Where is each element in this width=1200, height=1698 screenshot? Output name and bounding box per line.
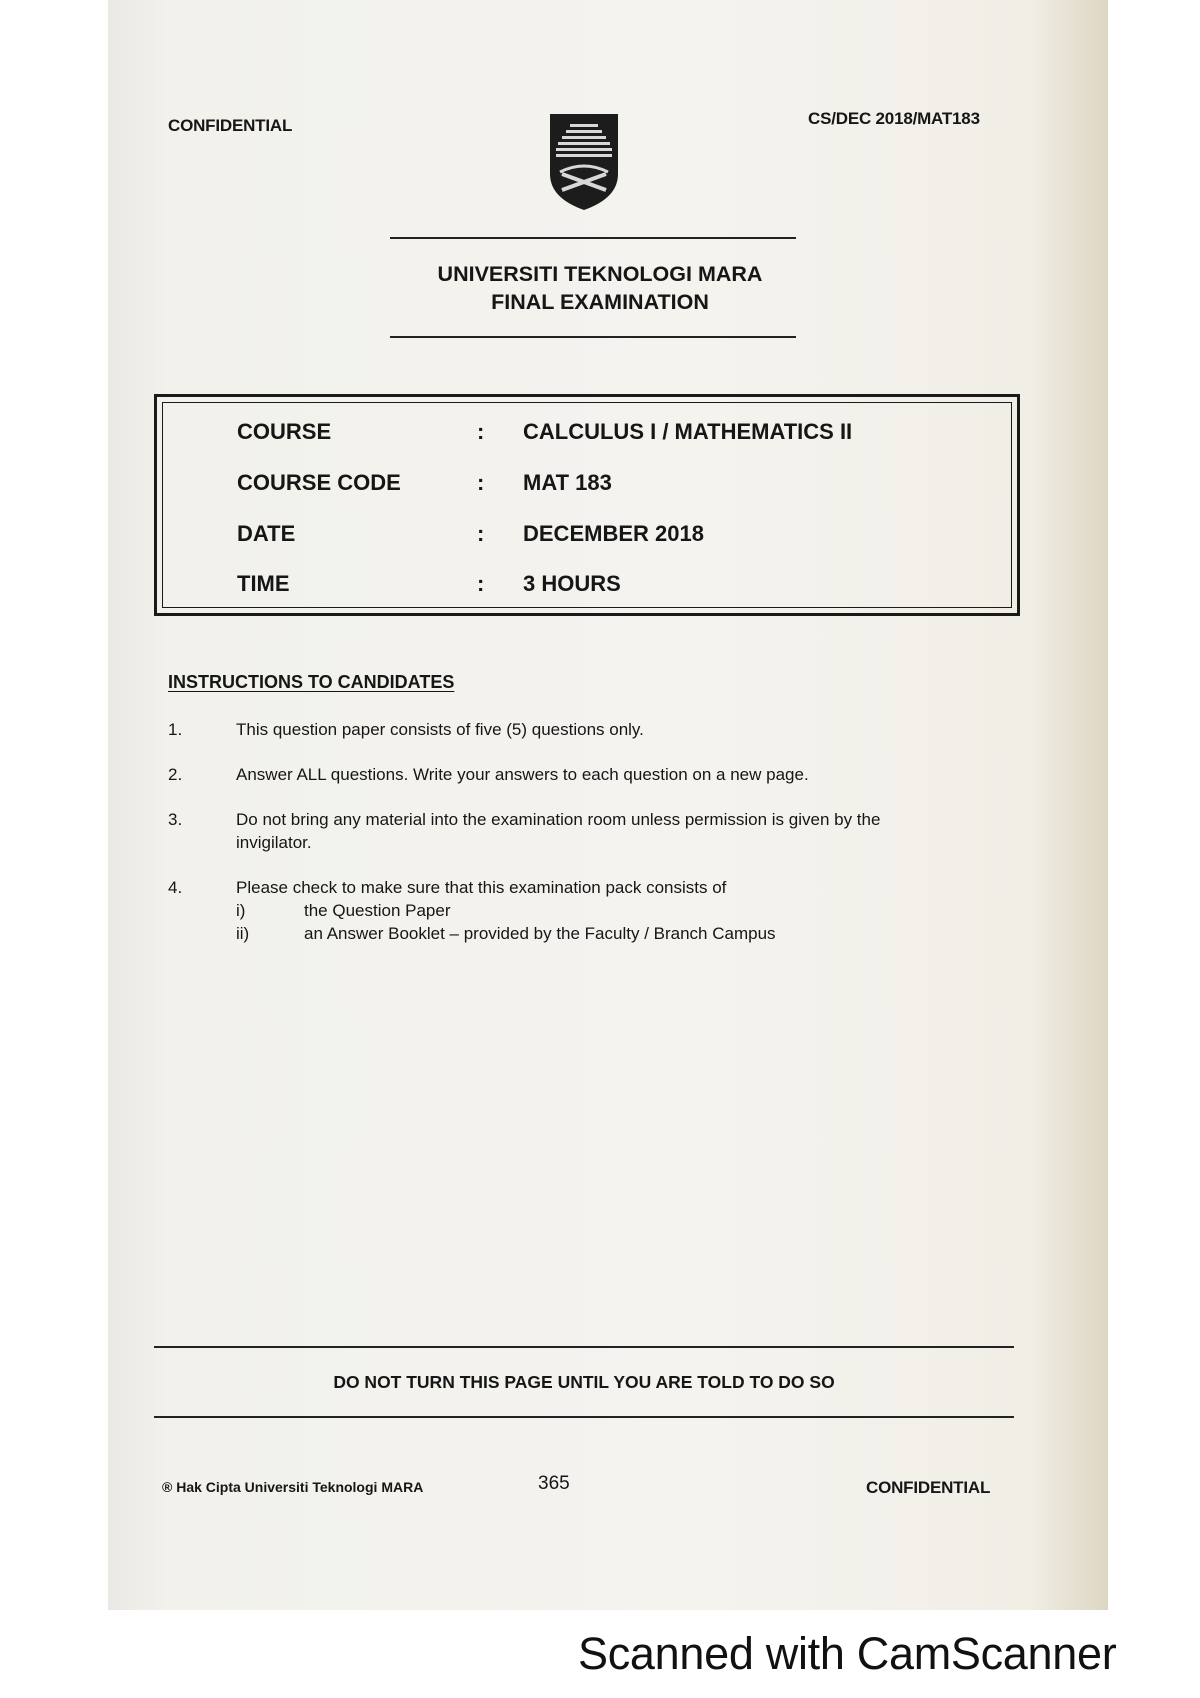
title-bottom-rule <box>390 336 796 338</box>
uitm-crest-icon <box>548 112 620 212</box>
time-value: 3 HOURS <box>523 571 621 596</box>
instruction-number-3: 3. <box>168 810 183 829</box>
university-name: UNIVERSITI TEKNOLOGI MARA <box>437 262 763 286</box>
date-label: DATE <box>237 521 296 546</box>
subitem-text-ii: an Answer Booklet – provided by the Faculty / Branch Campus <box>304 924 776 943</box>
camscanner-watermark: Scanned with CamScanner <box>578 1628 1117 1679</box>
course-code-separator: : <box>477 470 485 495</box>
course-code-value: MAT 183 <box>523 470 612 495</box>
course-code-label: COURSE CODE <box>237 470 401 495</box>
footer-confidential-label: CONFIDENTIAL <box>866 1478 991 1497</box>
footer-top-rule <box>154 1346 1014 1348</box>
instruction-number-2: 2. <box>168 765 183 784</box>
instruction-text-1: This question paper consists of five (5) questions only. <box>236 720 644 739</box>
course-value: CALCULUS I / MATHEMATICS II <box>523 419 853 444</box>
course-separator: : <box>477 419 485 444</box>
date-separator: : <box>477 521 485 546</box>
subitem-number-i: i) <box>236 901 246 920</box>
time-label: TIME <box>237 571 290 596</box>
do-not-turn-notice: DO NOT TURN THIS PAGE UNTIL YOU ARE TOLD TO DO SO <box>333 1372 835 1392</box>
instruction-text-4: Please check to make sure that this examination pack consists of <box>236 878 727 897</box>
subitem-text-i: the Question Paper <box>304 901 451 920</box>
exam-title: FINAL EXAMINATION <box>491 290 709 314</box>
time-separator: : <box>477 571 485 596</box>
title-top-rule <box>390 237 796 239</box>
instructions-heading: INSTRUCTIONS TO CANDIDATES <box>168 672 455 692</box>
instruction-number-1: 1. <box>168 720 183 739</box>
date-value: DECEMBER 2018 <box>523 521 704 546</box>
header-course-reference: CS/DEC 2018/MAT183 <box>808 109 980 128</box>
course-info-box <box>154 394 1020 616</box>
header-confidential-label: CONFIDENTIAL <box>168 116 293 135</box>
page-number: 365 <box>538 1473 570 1494</box>
instruction-number-4: 4. <box>168 878 183 897</box>
footer-bottom-rule <box>154 1416 1014 1418</box>
instruction-text-2: Answer ALL questions. Write your answers to each question on a new page. <box>236 765 809 784</box>
instruction-text-3: Do not bring any material into the examination room unless permission is given by the invigilator. <box>236 810 881 852</box>
copyright-notice: ® Hak Cipta Universiti Teknologi MARA <box>162 1479 424 1495</box>
subitem-number-ii: ii) <box>236 924 250 943</box>
exam-paper-sheet <box>108 0 1108 1610</box>
course-label: COURSE <box>237 419 332 444</box>
